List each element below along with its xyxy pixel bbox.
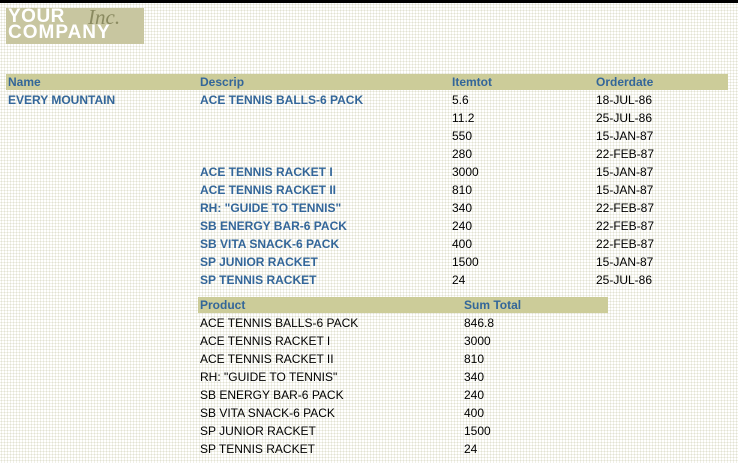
row-orderdate: 25-JUL-86 bbox=[596, 111, 653, 125]
row-descrip: RH: "GUIDE TO TENNIS" bbox=[200, 201, 342, 215]
row-descrip: ACE TENNIS BALLS-6 PACK bbox=[200, 93, 364, 107]
col-header-descrip: Descrip bbox=[200, 75, 245, 89]
row-product: ACE TENNIS RACKET II bbox=[200, 352, 334, 366]
row-orderdate: 15-JAN-87 bbox=[596, 165, 654, 179]
row-orderdate: 15-JAN-87 bbox=[596, 129, 654, 143]
row-sum-total: 24 bbox=[464, 442, 478, 456]
row-product: SB VITA SNACK-6 PACK bbox=[200, 406, 335, 420]
row-sum-total: 240 bbox=[464, 388, 485, 402]
row-orderdate: 22-FEB-87 bbox=[596, 219, 655, 233]
row-itemtot: 280 bbox=[452, 147, 473, 161]
row-orderdate: 15-JAN-87 bbox=[596, 183, 654, 197]
row-orderdate: 25-JUL-86 bbox=[596, 273, 653, 287]
logo-line2: COMPANY bbox=[8, 22, 111, 43]
row-itemtot: 24 bbox=[452, 273, 466, 287]
row-sum-total: 810 bbox=[464, 352, 485, 366]
logo-line1-italic: Inc. bbox=[88, 5, 121, 29]
row-itemtot: 1500 bbox=[452, 255, 479, 269]
row-sum-total: 3000 bbox=[464, 334, 491, 348]
col-header-orderdate: Orderdate bbox=[596, 75, 654, 89]
row-itemtot: 5.6 bbox=[452, 93, 469, 107]
row-orderdate: 15-JAN-87 bbox=[596, 255, 654, 269]
row-product: ACE TENNIS BALLS-6 PACK bbox=[200, 316, 359, 330]
row-descrip: ACE TENNIS RACKET I bbox=[200, 165, 333, 179]
row-descrip: SP JUNIOR RACKET bbox=[200, 255, 318, 269]
row-product: ACE TENNIS RACKET I bbox=[200, 334, 331, 348]
col-header-sum-total: Sum Total bbox=[464, 298, 522, 312]
row-orderdate: 22-FEB-87 bbox=[596, 201, 655, 215]
row-orderdate: 22-FEB-87 bbox=[596, 237, 655, 251]
row-itemtot: 550 bbox=[452, 129, 473, 143]
row-itemtot: 11.2 bbox=[452, 111, 475, 125]
summary-table-header bbox=[198, 297, 608, 313]
row-orderdate: 18-JUL-86 bbox=[596, 93, 653, 107]
row-itemtot: 340 bbox=[452, 201, 473, 215]
row-itemtot: 400 bbox=[452, 237, 473, 251]
col-header-name: Name bbox=[8, 75, 41, 89]
company-logo bbox=[6, 5, 144, 44]
col-header-product: Product bbox=[200, 298, 246, 312]
row-itemtot: 810 bbox=[452, 183, 473, 197]
row-sum-total: 846.8 bbox=[464, 316, 495, 330]
row-descrip: SB ENERGY BAR-6 PACK bbox=[200, 219, 347, 233]
row-descrip: SP TENNIS RACKET bbox=[200, 273, 317, 287]
orders-table-header bbox=[6, 74, 728, 90]
row-itemtot: 240 bbox=[452, 219, 473, 233]
row-sum-total: 400 bbox=[464, 406, 485, 420]
row-product: SP TENNIS RACKET bbox=[200, 442, 315, 456]
row-itemtot: 3000 bbox=[452, 165, 479, 179]
col-header-itemtot: Itemtot bbox=[452, 75, 492, 89]
row-sum-total: 1500 bbox=[464, 424, 491, 438]
row-descrip: ACE TENNIS RACKET II bbox=[200, 183, 337, 197]
customer-name: EVERY MOUNTAIN bbox=[8, 93, 116, 107]
row-orderdate: 22-FEB-87 bbox=[596, 147, 655, 161]
row-product: SP JUNIOR RACKET bbox=[200, 424, 316, 438]
row-product: RH: "GUIDE TO TENNIS" bbox=[200, 370, 338, 384]
row-descrip: SB VITA SNACK-6 PACK bbox=[200, 237, 340, 251]
logo-line1: YOUR bbox=[8, 6, 65, 27]
row-product: SB ENERGY BAR-6 PACK bbox=[200, 388, 344, 402]
row-sum-total: 340 bbox=[464, 370, 485, 384]
top-border bbox=[0, 0, 738, 3]
